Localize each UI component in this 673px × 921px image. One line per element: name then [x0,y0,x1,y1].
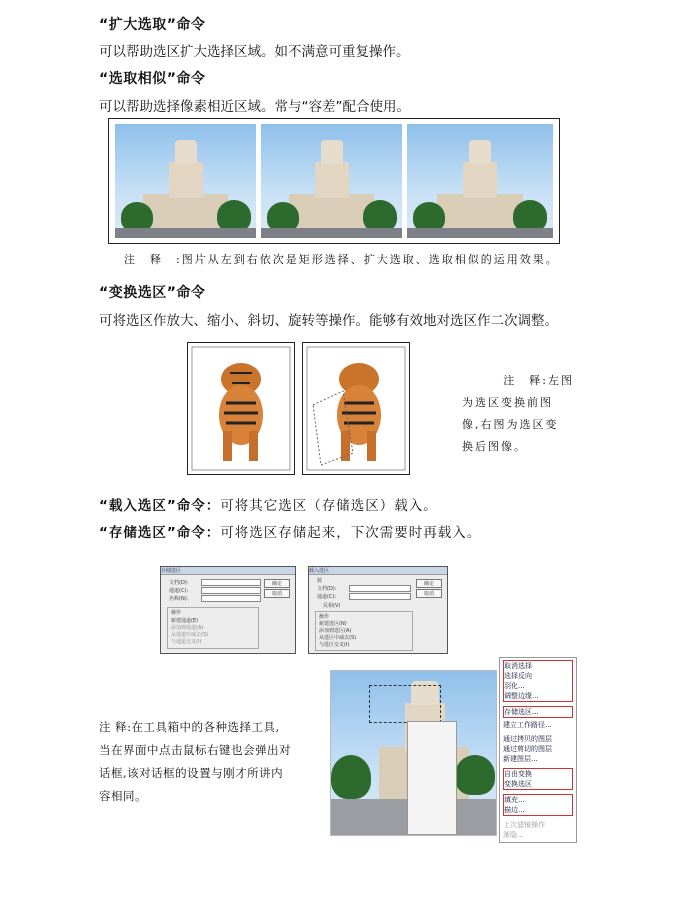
tiger-before-image [188,343,294,474]
save-selection-dialog [160,566,296,654]
caption-photos: 注 释 :图片从左到右依次是矩形选择、扩大选取、选取相似的运用效果。 [124,253,559,266]
menu-item-new-layer[interactable]: 新建图层... [503,755,538,763]
load-title: “载入选区”命令： [99,498,221,514]
menu-group-select [503,660,573,702]
transform-text: 可将选区作放大、缩小、斜切、旋转等操作。能够有效地对选区作二次调整。 [99,313,558,329]
load-operation-group [315,611,413,651]
expand-title: “扩大选取”命令 [99,17,206,33]
context-menu-screenshot [330,670,497,836]
save-channel-label: 通道(C): [169,588,189,594]
photo-expand-select [261,124,402,238]
load-dialog-title: 载入选区 [309,567,447,575]
note-line: 当在界面中点击鼠标右键也会弹出对 [99,743,291,757]
load-channel-label: 通道(C): [317,594,337,600]
menu-group-transform [503,768,573,790]
note-line: 话框,该对话框的设置与刚才所讲内 [99,766,284,780]
load-selection-dialog [308,566,448,654]
similar-text: 可以帮助选择像素相近区域。常与“容差”配合使用。 [99,99,410,115]
photo-similar-select [407,124,553,238]
load-invert-checkbox[interactable]: 反相(V) [323,603,341,609]
caption-tiger-line: 换后图像。 [462,440,527,453]
menu-item-work-path[interactable]: 建立工作路径... [503,721,552,729]
load-doc-label: 文档(D): [317,586,337,592]
mini-context-menu [407,721,457,835]
save-op-label: 操作 [171,610,182,616]
save-dialog-title: 存储选区 [161,567,295,575]
caption-tiger-line: 像,右图为选区变 [462,418,559,431]
load-op-option[interactable]: 添加到选区(A) [319,628,352,634]
load-doc-select[interactable] [349,585,411,592]
load-cancel-button[interactable]: 取消 [416,589,442,598]
save-ok-button[interactable]: 确定 [264,579,290,588]
note-block [99,716,291,808]
load-op-option[interactable]: 与选区交叉(I) [319,642,350,648]
caption-tiger-line: 为选区变换前图 [462,396,553,409]
menu-item-refine-edge[interactable]: 调整边缘... [504,692,539,700]
load-source-label: 源 [317,578,323,584]
load-op-label: 操作 [319,614,330,620]
menu-item-fade[interactable]: 渐隐... [503,831,524,839]
save-op-option[interactable]: 从通道中减去(S) [171,632,209,638]
caption-tiger [462,370,582,458]
expand-text: 可以帮助选区扩大选择区域。如不满意可重复操作。 [99,44,410,60]
tiger-after-image [303,343,409,474]
context-menu [499,657,577,843]
menu-item-fill[interactable]: 填充... [504,796,525,804]
menu-item-deselect[interactable]: 取消选择 [504,662,532,670]
tiger-before-frame [187,342,295,475]
save-name-label: 名称(N): [169,596,189,602]
menu-item-last-filter[interactable]: 上次滤镜操作 [503,821,545,829]
menu-item-free-transform[interactable]: 自由变换 [504,770,532,778]
save-text: 可将选区存储起来，下次需要时再载入。 [220,525,482,541]
menu-item-save-selection[interactable]: 存储选区... [504,708,539,716]
building-photo-strip [108,118,560,244]
tiger-after-frame [302,342,410,475]
load-ok-button[interactable]: 确定 [416,579,442,588]
menu-item-stroke[interactable]: 描边... [504,806,525,814]
menu-item-inverse[interactable]: 选择反向 [504,672,532,680]
menu-group-save [503,706,573,718]
load-text: 可将其它选区（存储选区）载入。 [220,498,438,514]
save-operation-group [167,607,259,649]
save-op-option[interactable]: 新建通道(E) [171,618,199,624]
menu-group-fill [503,794,573,816]
save-channel-select[interactable] [201,587,261,594]
menu-item-layer-via-copy[interactable]: 通过拷贝的图层 [503,735,552,743]
similar-title: “选取相似”命令 [99,71,206,87]
load-channel-select[interactable] [349,593,411,600]
transform-title: “变换选区”命令 [99,285,206,301]
save-op-option[interactable]: 与通道交叉(I) [171,639,202,645]
menu-item-transform-selection[interactable]: 变换选区 [504,780,532,788]
load-op-option[interactable]: 新建选区(N) [319,621,347,627]
load-line [99,494,438,514]
note-line: 容相同。 [99,789,147,803]
save-name-input[interactable] [201,595,261,602]
menu-item-feather[interactable]: 羽化... [504,682,525,690]
save-doc-label: 文档(D): [169,580,189,586]
note-line: 注 释:在工具箱中的各种选择工具, [99,720,280,734]
save-doc-select[interactable] [201,579,261,586]
menu-item-layer-via-cut[interactable]: 通过剪切的图层 [503,745,552,753]
marquee-selection [369,685,441,723]
photo-rect-select [115,124,256,238]
load-op-option[interactable]: 从选区中减去(S) [319,635,357,641]
save-cancel-button[interactable]: 取消 [264,589,290,598]
save-title: “存储选区”命令： [99,525,221,541]
caption-tiger-line: 注 释:左图 [503,374,574,387]
save-line [99,521,481,541]
save-op-option[interactable]: 添加到通道(A) [171,625,204,631]
